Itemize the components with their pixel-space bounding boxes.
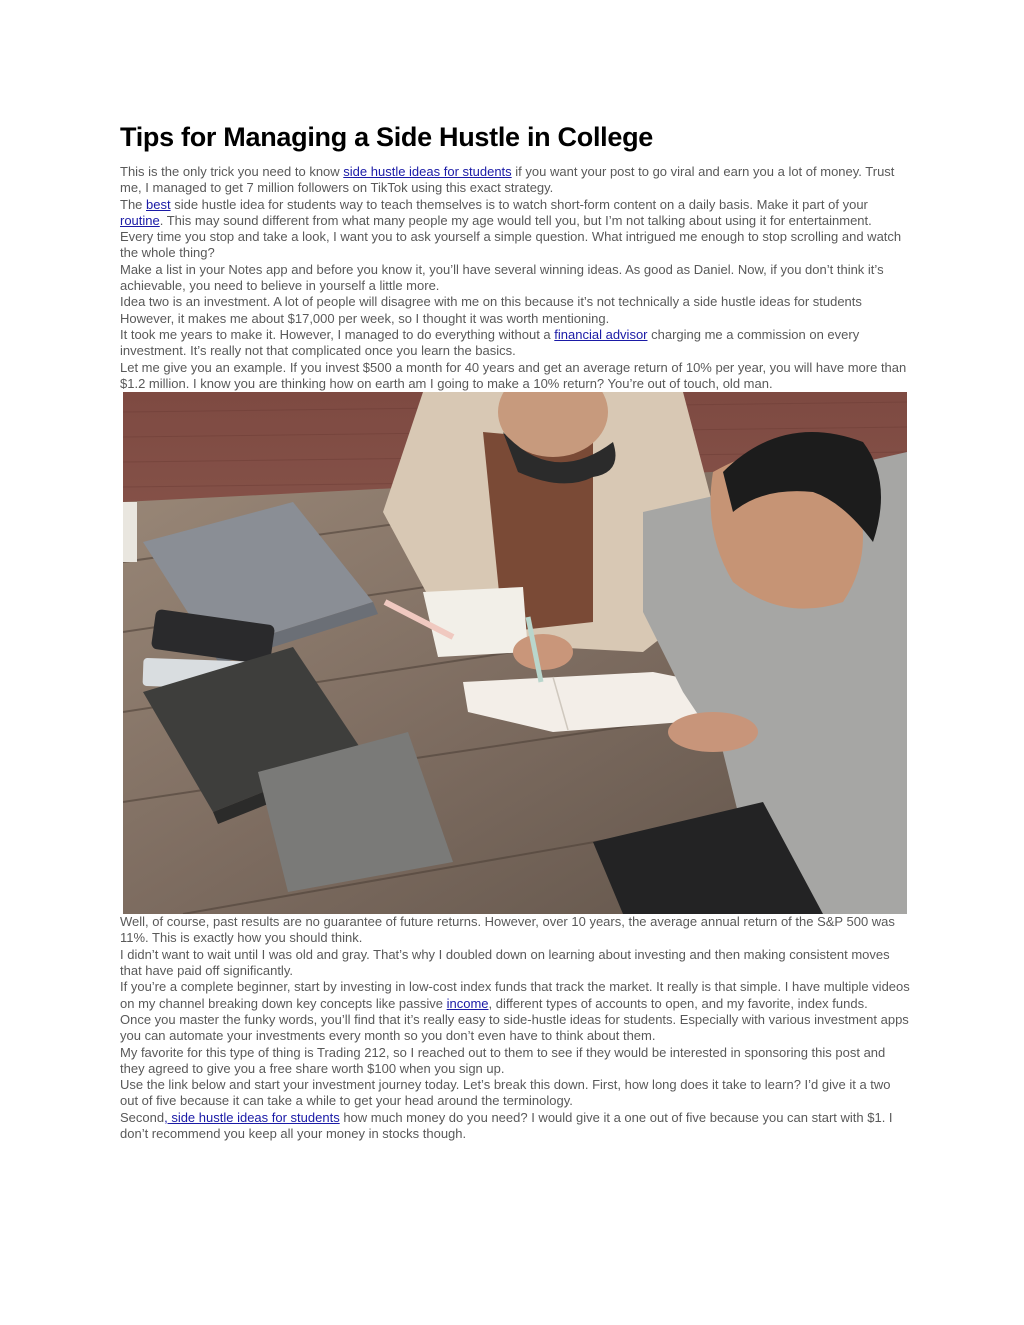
students-studying-photo: [123, 392, 907, 914]
paragraph-text: how much money do you need? I would give it a one out of five because you can start with $1. I don’t recommend you keep all your money in stocks though.: [120, 1109, 893, 1142]
paragraph-7: Let me give you an example. If you invest $500 a month for 40 years and get an average return of 10% per year, you will have more than $1.2 million. I know you are thinking how on earth am I going to make a 10% return? You’re out of touch, old man.: [120, 359, 907, 391]
paragraph-6: [120, 327, 910, 360]
link-best[interactable]: best: [146, 196, 171, 212]
paragraph-text: side hustle idea for students way to teach themselves is to watch short-form content on a daily basis. Make it part of your: [170, 196, 868, 212]
paragraph-3: Every time you stop and take a look, I want you to ask yourself a simple question. What intrigued me enough to stop scrolling and watch the whole thing?: [120, 229, 902, 261]
page-title: Tips for Managing a Side Hustle in College: [120, 122, 653, 152]
link-income[interactable]: income: [446, 995, 489, 1011]
link-side-hustle-ideas-2[interactable]: , side hustle ideas for students: [164, 1109, 340, 1125]
paragraph-text: It took me years to make it. However, I managed to do everything without a: [120, 326, 555, 342]
paragraph-13: Use the link below and start your investment journey today. Let’s break this down. First, how long does it take to learn? I’d give it a two out of five because it can take a while to get your head around the terminology.: [120, 1077, 891, 1109]
paragraph-14: [120, 1110, 910, 1143]
article: [120, 118, 910, 1142]
paragraph-9: I didn’t want to wait until I was old and gray. That’s why I doubled down on learning about investing and then making consistent moves that have paid off significantly.: [120, 946, 890, 979]
paragraph-text: This is the only trick you need to know: [120, 164, 344, 179]
paragraph-11: Once you master the funky words, you’ll find that it’s really easy to side-hustle ideas for students. Especially with various investment apps you can automate your investments every month so you don’t even have to think about them.: [120, 1011, 909, 1044]
paragraph-10: [120, 979, 910, 1012]
paragraph-text: , different types of accounts to open, and my favorite, index funds.: [488, 995, 868, 1011]
paragraph-12: My favorite for this type of thing is Trading 212, so I reached out to them to see if they would be interested in sponsoring this post and they agreed to give you a free share worth $100 when you sign up.: [120, 1044, 886, 1076]
link-financial-advisor[interactable]: financial advisor: [554, 326, 648, 342]
paragraph-text: . This may sound different from what many people my age would tell you, but I’m not talking about using it for entertainment.: [159, 212, 872, 228]
paragraph-text: The: [120, 196, 147, 212]
paragraph-8: Well, of course, past results are no guarantee of future returns. However, over 10 years, the average annual return of the S&P 500 was 11%. This is exactly how you should think.: [120, 914, 895, 946]
paragraph-text: if you want your post to go viral and earn you a lot of money. Trust me, I managed to get 7 million followers on TikTok using this exact strategy.: [120, 164, 895, 196]
paragraph-1: [120, 164, 910, 197]
paragraph-5: Idea two is an investment. A lot of people will disagree with me on this because it’s not technically a side hustle ideas for students However, it makes me about $17,000 per week, so I thought it was worth mentioning.: [120, 294, 862, 326]
paragraph-text: charging me a commission on every investment. It’s really not that complicated once you learn the basics.: [120, 326, 860, 359]
link-side-hustle-ideas[interactable]: side hustle ideas for students: [343, 164, 512, 179]
paragraph-text: Second: [120, 1109, 165, 1125]
paragraph-4: Make a list in your Notes app and before you know it, you’ll have several winning ideas. As good as Daniel. Now, if you don’t think it’s achievable, you need to believe in yourself a little more.: [120, 261, 884, 294]
paragraph-text: If you’re a complete beginner, start by investing in low-cost index funds that track the market. It really is that simple. I have multiple videos on my channel breaking down key concepts like passive: [120, 979, 910, 1011]
link-routine[interactable]: routine: [120, 212, 160, 228]
paragraph-2: [120, 197, 910, 230]
